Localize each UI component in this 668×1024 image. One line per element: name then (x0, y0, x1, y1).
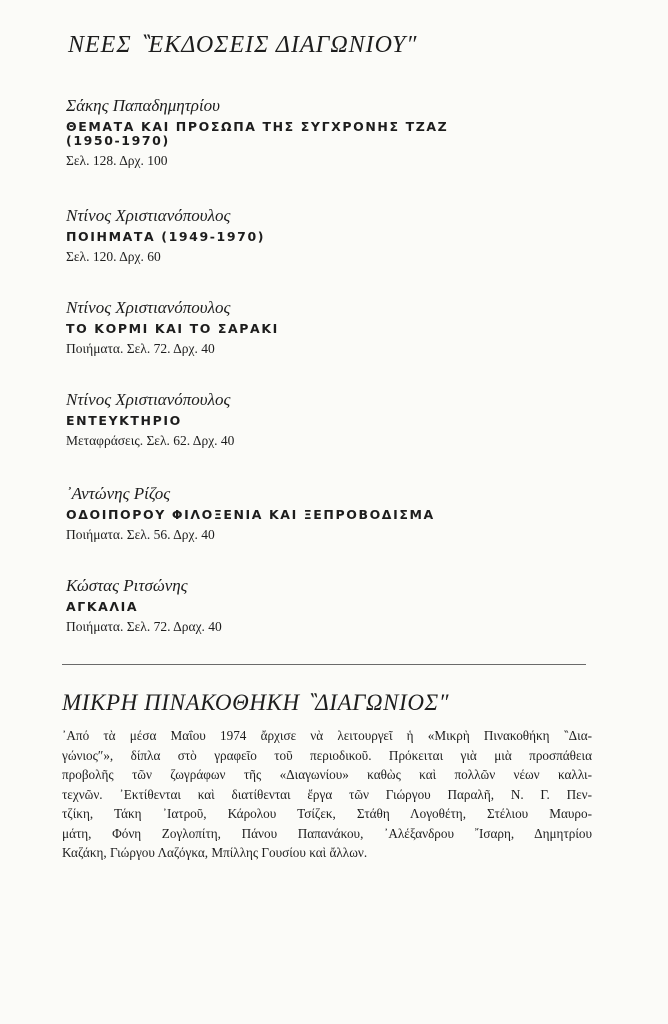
book-author: Ντίνος Χριστιανόπουλος (66, 206, 231, 225)
section-divider (62, 664, 586, 665)
book-title: ΟΔΟΙΠΟΡΟΥ ΦΙΛΟΞΕΝΙΑ ΚΑΙ ΞΕΠΡΟΒΟΔΙΣΜΑ (66, 507, 435, 522)
book-author: Ντίνος Χριστιανόπουλος (66, 390, 231, 409)
paragraph-line: ᾿Από τὰ μέσα Μαΐου 1974 ἄρχισε νὰ λειτουργεῖ ἡ «Μικρὴ Πινακοθήκη ‶Δια- (62, 728, 592, 743)
book-title: ΕΝΤΕΥΚΤΗΡΙΟ (66, 413, 182, 428)
book-entry (66, 206, 586, 267)
book-meta: Ποιήματα. Σελ. 72. Δραχ. 40 (66, 619, 222, 634)
book-title: ΘΕΜΑΤΑ ΚΑΙ ΠΡΟΣΩΠΑ ΤΗΣ ΣΥΓΧΡΟΝΗΣ ΤΖΑΖ (66, 119, 449, 134)
book-title: ΤΟ ΚΟΡΜΙ ΚΑΙ ΤΟ ΣΑΡΑΚΙ (66, 321, 279, 336)
book-author: ᾿Αντώνης Ρίζος (66, 484, 171, 503)
book-entry (66, 576, 586, 637)
book-author: Ντίνος Χριστιανόπουλος (66, 298, 231, 317)
paragraph-line: τεχνῶν. ᾿Εκτίθενται καὶ διατίθενται ἔργα τῶν Γιώργου Παραλῆ, Ν. Γ. Πεν- (62, 786, 592, 802)
gallery-title: ΜΙΚΡΗ ΠΙΝΑΚΟΘΗΚΗ ‶ΔΙΑΓΩΝΙΟΣ″ (62, 690, 450, 715)
book-author: Κώστας Ριτσώνης (66, 576, 188, 595)
book-title: ΑΓΚΑΛΙΑ (66, 599, 139, 614)
paragraph-line: Καζάκη, Γιώργου Λαζόγκα, Μπίλλης Γουσίου καὶ ἄλλων. (62, 845, 368, 860)
paragraph-line: μάτη, Φόνη Ζογλοπίτη, Πάνου Παπανάκου, ᾿Αλέξανδρου ῎Ισαρη, Δημητρίου (62, 825, 592, 841)
book-entry (66, 390, 586, 451)
book-title-continuation: (1950-1970) (66, 133, 170, 148)
paragraph-line: προβολῆς τῶν ζωγράφων τῆς «Διαγωνίου» καθὼς καὶ πολλῶν νέων καλλι- (62, 767, 592, 782)
book-title: ΠΟΙΗΜΑΤΑ (1949-1970) (66, 229, 266, 244)
book-meta: Σελ. 120. Δρχ. 60 (66, 249, 161, 264)
book-meta: Σελ. 128. Δρχ. 100 (66, 153, 168, 168)
book-entry (66, 298, 586, 359)
paragraph-line: τζίκη, Τάκη ᾿Ιατροῦ, Κάρολου Τσίζεκ, Στάθη Λογοθέτη, Στέλιου Μαυρο- (62, 806, 592, 821)
page-heading: ΝΕΕΣ ‶ΕΚΔΟΣΕΙΣ ΔΙΑΓΩΝΙΟΥ″ (68, 32, 418, 58)
gallery-paragraph (62, 726, 592, 863)
book-meta: Μεταφράσεις. Σελ. 62. Δρχ. 40 (66, 433, 235, 448)
book-entry (66, 484, 586, 545)
book-author: Σάκης Παπαδημητρίου (66, 96, 220, 115)
book-meta: Ποιήματα. Σελ. 56. Δρχ. 40 (66, 527, 215, 542)
paragraph-line: γώνιος″», δίπλα στὸ γραφεῖο τοῦ περιοδικοῦ. Πρόκειται γιὰ μιὰ προσπάθεια (62, 747, 592, 763)
book-entry (66, 96, 586, 171)
book-meta: Ποιήματα. Σελ. 72. Δρχ. 40 (66, 341, 215, 356)
